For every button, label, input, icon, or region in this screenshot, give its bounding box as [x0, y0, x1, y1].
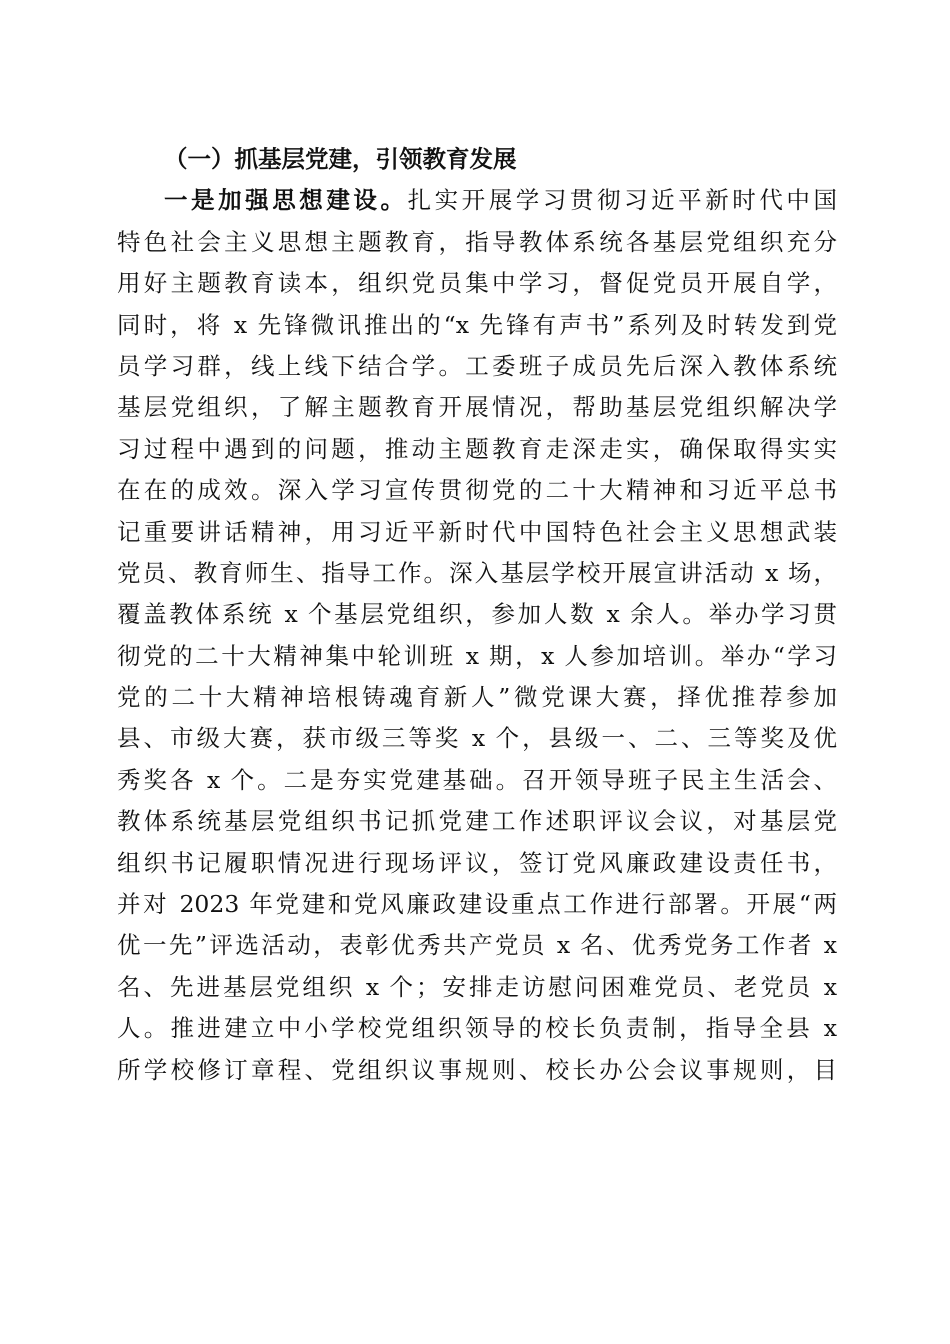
paragraph-line: 优一先”评选活动，表彰优秀共产党员 x 名、优秀党务工作者 x: [117, 931, 837, 960]
paragraph-text: 扎实开展学习贯彻习近平新时代中国: [407, 186, 837, 215]
paragraph-line: 彻党的二十大精神集中轮训班 x 期，x 人参加培训。举办“学习: [117, 641, 837, 670]
paragraph-line: 所学校修订章程、党组织议事规则、校长办公会议事规则，目: [117, 1055, 837, 1084]
paragraph-line: 记重要讲话精神，用习近平新时代中国特色社会主义思想武装: [117, 517, 837, 546]
paragraph-line: 在在的成效。深入学习宣传贯彻党的二十大精神和习近平总书: [117, 476, 837, 505]
paragraph-line: 习过程中遇到的问题，推动主题教育走深走实，确保取得实实: [117, 434, 837, 463]
section-heading: （一）抓基层党建，引领教育发展: [164, 145, 517, 173]
paragraph-line: 员学习群，线上线下结合学。工委班子成员先后深入教体系统: [117, 351, 837, 380]
paragraph-line: 特色社会主义思想主题教育，指导教体系统各基层党组织充分: [117, 227, 837, 256]
paragraph-line: 名、先进基层党组织 x 个；安排走访慰问困难党员、老党员 x: [117, 972, 837, 1001]
paragraph-line: 覆盖教体系统 x 个基层党组织，参加人数 x 余人。举办学习贯: [117, 600, 837, 629]
point-title: 一是加强思想建设。: [164, 186, 408, 215]
paragraph-line: 并对 2023 年党建和党风廉政建设重点工作进行部署。开展“两: [117, 890, 837, 919]
paragraph-line: 秀奖各 x 个。二是夯实党建基础。召开领导班子民主生活会、: [117, 765, 837, 794]
paragraph-line: 县、市级大赛，获市级三等奖 x 个，县级一、二、三等奖及优: [117, 724, 837, 753]
paragraph-line: 党员、教育师生、指导工作。深入基层学校开展宣讲活动 x 场，: [117, 558, 837, 587]
paragraph-line: 用好主题教育读本，组织党员集中学习，督促党员开展自学，: [117, 269, 837, 298]
paragraph-line: 基层党组织，了解主题教育开展情况，帮助基层党组织解决学: [117, 393, 837, 422]
paragraph-line: 教体系统基层党组织书记抓党建工作述职评议会议，对基层党: [117, 807, 837, 836]
paragraph-line: 党的二十大精神培根铸魂育新人”微党课大赛，择优推荐参加: [117, 683, 837, 712]
paragraph-line: [117, 180, 837, 221]
body-text: [117, 139, 837, 1091]
paragraph-line: 组织书记履职情况进行现场评议，签订党风廉政建设责任书，: [117, 848, 837, 877]
paragraph-line: 同时，将 x 先锋微讯推出的“x 先锋有声书”系列及时转发到党: [117, 310, 837, 339]
paragraph-line: 人。推进建立中小学校党组织领导的校长负责制，指导全县 x: [117, 1014, 837, 1043]
